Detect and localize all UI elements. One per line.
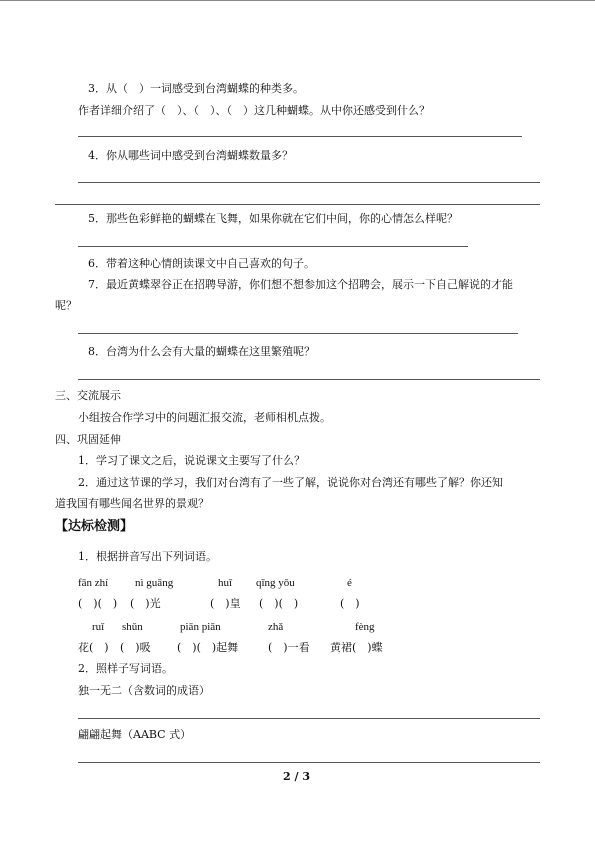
answer-line	[78, 718, 540, 719]
page-top-border	[0, 0, 595, 1]
answer-line	[78, 379, 540, 380]
example-number-idiom: 独一无二（含数词的成语）	[78, 684, 210, 697]
section-4-item-1: 1．学习了课文之后，说说课文主要写了什么？	[78, 454, 305, 467]
pinyin-zha: zhǎ	[268, 621, 284, 633]
answer-blank: ( )	[340, 597, 360, 610]
answer-line	[55, 204, 540, 205]
answer-blank: ( )吸	[120, 641, 151, 654]
answer-blank: ( )光	[130, 597, 161, 610]
answer-blank: 黄裙( )蝶	[330, 641, 383, 654]
pinyin-rui: ruǐ	[92, 621, 105, 633]
section-3-title: 三、交流展示	[55, 389, 121, 402]
section-4-item-2-cont: 道我国有哪些闻名世界的景观？	[55, 497, 209, 510]
answer-line	[78, 182, 540, 183]
question-3-detail: 作者详细介绍了（ ）、（ ）、（ ）这几种蝴蝶。从中你还感受到什么？	[78, 104, 430, 117]
section-3-text: 小组按合作学习中的问题汇报交流，老师相机点拨。	[78, 411, 331, 424]
pinyin-hui: huī	[218, 577, 233, 589]
test-item-2: 2．照样子写词语。	[78, 662, 173, 675]
pinyin-shun: shǔn	[122, 621, 143, 633]
answer-line	[78, 136, 522, 137]
answer-blank: 花( )	[78, 641, 109, 654]
pinyin-e: é	[347, 577, 352, 589]
answer-blank: ( )( )起舞	[177, 641, 239, 654]
question-5: 5．那些色彩鲜艳的蝴蝶在飞舞，如果你就在它们中间，你的心情怎么样呢？	[88, 212, 458, 225]
answer-blank: ( )( )	[78, 597, 118, 610]
pinyin-pianpian: piān piān	[180, 621, 221, 633]
pinyin-feng: fèng	[355, 621, 375, 633]
question-7: 7．最近黄蝶翠谷正在招聘导游，你们想不想参加这个招聘会，展示一下自己解说的才能	[88, 278, 513, 291]
question-6: 6．带着这种心情朗读课文中自己喜欢的句子。	[88, 257, 315, 270]
question-3: 3．从（ ）一词感受到台湾蝴蝶的种类多。	[88, 82, 304, 95]
section-4-item-2: 2．通过这节课的学习，我们对台湾有了一些了解，说说你对台湾还有哪些了解？你还知	[78, 476, 503, 489]
question-7-cont: 呢？	[55, 299, 77, 312]
pinyin-fanzhi: fān zhí	[78, 577, 109, 589]
page-number: 2 / 3	[283, 770, 310, 783]
question-4: 4．你从哪些词中感受到台湾蝴蝶数量多？	[88, 149, 293, 162]
question-8: 8．台湾为什么会有大量的蝴蝶在这里繁殖呢？	[88, 345, 315, 358]
answer-blank: ( )一看	[268, 641, 310, 654]
pinyin-niguang: nì guāng	[135, 577, 174, 589]
test-section-title: 【达标检测】	[55, 519, 134, 534]
answer-line	[78, 333, 518, 334]
example-aabc-word: 翩翩起舞（AABC 式）	[78, 728, 192, 741]
pinyin-qingyou: qīng yōu	[256, 577, 295, 589]
test-item-1: 1．根据拼音写出下列词语。	[78, 550, 217, 563]
answer-line	[78, 246, 468, 247]
answer-blank: ( )皇	[210, 597, 241, 610]
answer-line	[78, 762, 540, 763]
section-4-title: 四、巩固延伸	[55, 433, 121, 446]
answer-blank: ( )( )	[259, 597, 299, 610]
